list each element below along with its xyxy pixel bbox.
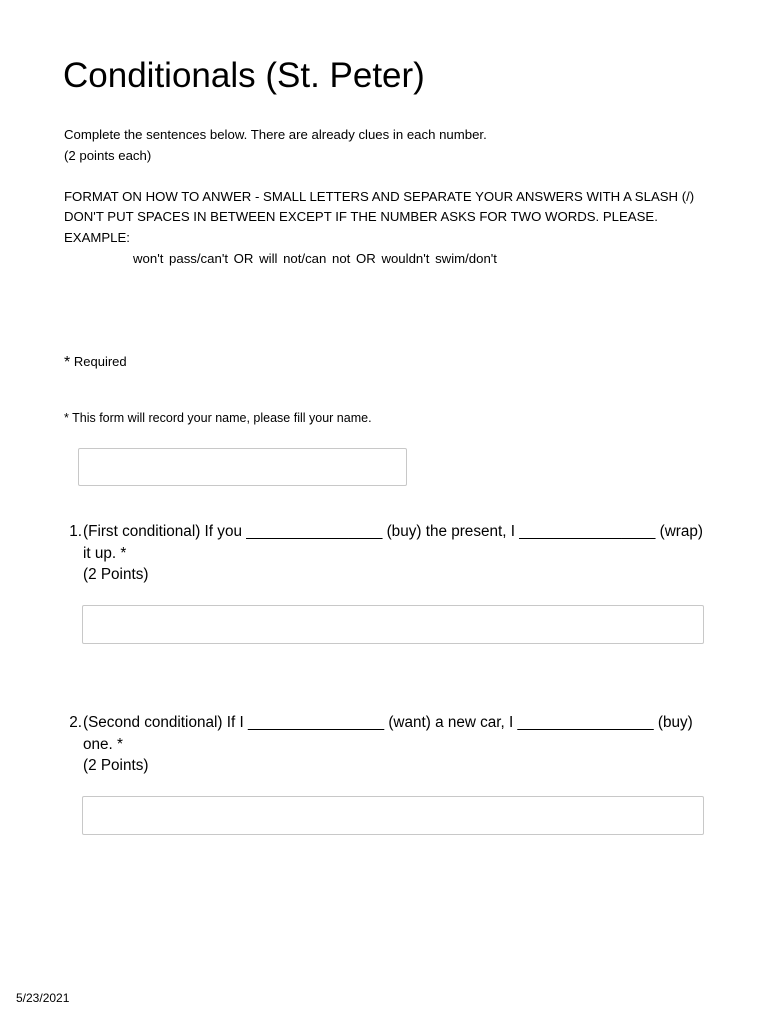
question-body [83,521,714,586]
question-number: 1. [69,523,82,540]
question-1-answer-input[interactable] [82,605,704,644]
question-points: (2 Points) [83,757,149,774]
name-record-note-text: This form will record your name, please fill your name. [72,411,372,425]
example-text: won't pass/can't OR will not/can not OR wouldn't swim/don't [133,250,497,266]
form-description [64,125,724,269]
format-instruction-line: DON'T PUT SPACES IN BETWEEN EXCEPT IF THE NUMBER ASKS FOR TWO WORDS. PLEASE. [64,209,658,225]
question-text: (First conditional) If you ________________ (buy) the present, I ________________ (wrap) it up. * [83,523,703,562]
form-title: Conditionals (St. Peter) [63,56,425,95]
name-input[interactable] [78,448,407,486]
required-note [64,352,127,373]
example-label: EXAMPLE: [64,229,130,245]
question-2 [64,712,714,777]
question-body [83,712,714,777]
name-record-note [64,408,372,428]
format-instruction-line: FORMAT ON HOW TO ANWER - SMALL LETTERS AND SEPARATE YOUR ANSWERS WITH A SLASH (/) [64,188,695,204]
question-2-answer-input[interactable] [82,796,704,835]
question-text: (Second conditional) If I ________________ (want) a new car, I ________________ (buy) one. * [83,714,693,753]
print-date: 5/23/2021 [16,991,70,1005]
description-spacer [64,166,724,187]
question-number: 2. [69,714,82,731]
required-label: Required [73,354,127,369]
question-points: (2 Points) [83,566,149,583]
description-points-line: (2 points each) [64,147,152,163]
description-line: Complete the sentences below. There are already clues in each number. [64,127,487,142]
required-star-icon: * [64,354,71,371]
required-star-icon: * [64,411,69,425]
question-1 [64,521,714,586]
